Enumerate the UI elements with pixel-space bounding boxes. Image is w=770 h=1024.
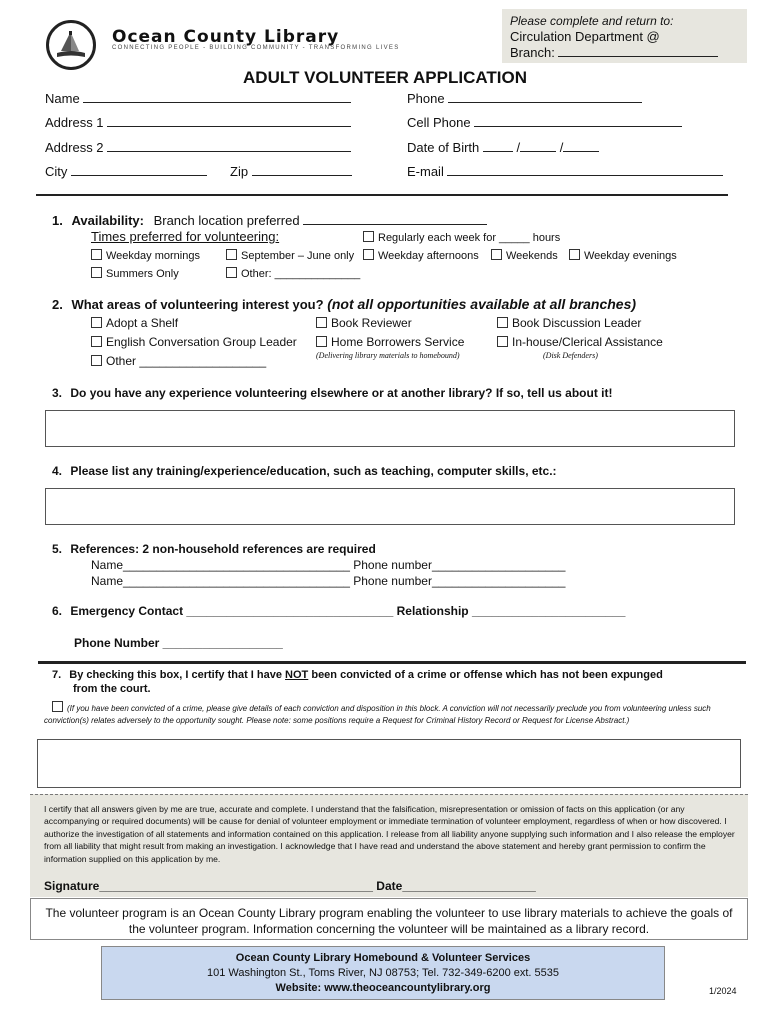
home-borrowers-label: Home Borrowers Service [331,335,465,349]
q1-row [52,212,487,228]
q7-label-c: from the court. [73,683,151,695]
checkbox-icon[interactable] [91,267,102,278]
english-conv-label: English Conversation Group Leader [106,335,297,349]
q4-number: 4. [52,464,63,478]
address1-label: Address 1 [45,115,104,130]
branch-preferred-line[interactable] [303,212,487,225]
q6-number: 6. [52,604,63,618]
email-label: E-mail [407,164,444,179]
other-time-label: Other: ______________ [241,268,361,280]
checkbox-icon[interactable] [91,355,102,366]
other-time-option[interactable] [226,267,360,280]
book-discussion-label: Book Discussion Leader [512,316,642,330]
adopt-option[interactable] [91,316,178,330]
reference-1-field[interactable]: Name__________________________________ Phone number____________________ [91,558,566,572]
experience-textbox[interactable] [45,410,735,447]
return-line-1: Please complete and return to: [510,14,674,28]
footer-website[interactable]: Website: www.theoceancountylibrary.org [275,982,491,994]
weekday-mornings-label: Weekday mornings [106,250,200,262]
footer-title: Ocean County Library Homebound & Volunteer Services [235,952,531,964]
q7-note-text: (If you have been convicted of a crime, please give details of each conviction and disposition in this block. A conviction will not necessarily preclude you from volunteering unless such conviction(s) relates adversely to the opportunity sought. Please note: some positions require a Request for Criminal History Record or Request for License Abstract.) [44,704,711,725]
weekends-option[interactable] [491,249,558,262]
summers-option[interactable] [91,267,179,280]
phone-label: Phone [407,91,445,106]
q3-row [52,386,613,400]
checkbox-icon[interactable] [491,249,502,260]
q5-label: References: 2 non-household references are required [70,542,376,556]
training-textbox[interactable] [45,488,735,525]
divider-q7 [38,661,746,664]
address2-label: Address 2 [45,140,104,155]
q4-row [52,464,557,478]
q2-label: What areas of volunteering interest you? [71,297,324,312]
checkbox-icon[interactable] [363,249,374,260]
checkbox-icon[interactable] [91,336,102,347]
org-tagline: CONNECTING PEOPLE - BUILDING COMMUNITY - TRANSFORMING LIVES [112,45,400,51]
lighthouse-icon [49,23,93,67]
checkbox-icon[interactable] [91,249,102,260]
q2-number: 2. [52,297,63,312]
weekday-afternoons-option[interactable] [363,249,479,262]
form-title: ADULT VOLUNTEER APPLICATION [243,68,527,87]
certify-text: I certify that all answers given by me are true, accurate and complete. I understand that the falsification, misrepresentation or omission of facts on this application (or any accompanying or required documents) will be cause for denial of volunteer employment or immediate termination of volunteer employment, regardless of when or how discovered. I authorize the investigation of all statements and information contained on this application. I release from all liability anyone supplying such information and I also release the employer from all liability that might result from making an investigation. I acknowledge that I have read and understand the above statement and hereby grant permission to confirm the information supplied on this application by me. [44,804,735,864]
inhouse-option[interactable] [497,335,663,349]
name-label: Name [45,91,80,106]
book-reviewer-label: Book Reviewer [331,316,412,330]
regularly-option[interactable] [363,231,560,244]
q7-note [44,701,734,727]
city-label: City [45,164,68,179]
branch-label: Branch: [510,45,555,60]
q7-row [52,668,732,696]
other-area-option[interactable] [91,354,266,368]
branch-line[interactable] [558,44,718,57]
certify-panel [30,794,748,897]
signature-field[interactable]: Signature_________________________________________ Date____________________ [44,879,536,893]
book-discussion-option[interactable] [497,316,641,330]
city-field[interactable] [45,163,207,179]
branch-field[interactable] [510,44,718,60]
q3-label: Do you have any experience volunteering elsewhere or at another library? If so, tell us about it! [70,386,613,400]
email-field[interactable] [407,163,723,179]
branch-preferred-label: Branch location preferred [153,213,300,228]
regularly-label: Regularly each week for _____ hours [378,232,561,244]
q7-label-b: been convicted of a crime or offense which has not been expunged [311,669,663,681]
q5-row [52,542,376,556]
home-borrowers-note: (Delivering library materials to homebound) [316,351,460,360]
footer-address: 101 Washington St., Toms River, NJ 08753; Tel. 732-349-6200 ext. 5535 [206,967,559,979]
zip-field[interactable] [230,163,352,179]
return-panel [502,9,747,63]
times-preferred: Times preferred for volunteering: [91,229,280,244]
name-field[interactable] [45,90,351,106]
checkbox-icon[interactable] [497,317,508,328]
weekends-label: Weekends [506,250,558,262]
q4-label: Please list any training/experience/education, such as teaching, computer skills, etc.: [70,464,557,478]
weekday-afternoons-label: Weekday afternoons [378,250,479,262]
other-area-label: Other ___________________ [106,354,267,368]
q1-label: Availability: [71,213,144,228]
inhouse-note: (Disk Defenders) [543,351,598,360]
address1-field[interactable] [45,114,351,130]
q6-row[interactable] [52,604,625,618]
checkbox-icon[interactable] [316,336,327,347]
home-borrowers-option[interactable] [316,335,464,349]
checkbox-icon[interactable] [497,336,508,347]
q5-number: 5. [52,542,63,556]
q2-row [52,296,636,312]
address2-field[interactable] [45,139,351,155]
phone-field[interactable] [407,90,642,106]
q7-number: 7. [52,669,62,681]
summers-label: Summers Only [106,268,179,280]
conviction-details-textbox[interactable] [37,739,741,788]
english-conv-option[interactable] [91,335,297,349]
book-reviewer-option[interactable] [316,316,412,330]
checkbox-icon[interactable] [363,231,374,242]
checkbox-icon[interactable] [226,249,237,260]
emergency-contact-field[interactable]: Emergency Contact _______________________________ Relationship _______________________ [70,604,626,618]
q2-note: (not all opportunities available at all branches) [327,296,637,312]
checkbox-icon[interactable] [316,317,327,328]
zip-label: Zip [230,164,249,179]
library-logo [46,20,96,70]
org-name: Ocean County Library [112,27,340,47]
dob-field[interactable]: Date of Birth / / [407,139,599,155]
weekday-mornings-option[interactable] [91,249,200,262]
return-line-2: Circulation Department @ [510,29,660,44]
inhouse-label: In-house/Clerical Assistance [512,335,663,349]
weekday-evenings-label: Weekday evenings [584,250,677,262]
q7-label-not: NOT [285,669,309,681]
certify-checkbox[interactable] [52,701,63,712]
checkbox-icon[interactable] [91,317,102,328]
cell-phone-label: Cell Phone [407,115,471,130]
dob-label: Date of Birth [407,140,480,155]
sept-june-label: September – June only [241,250,355,262]
cell-phone-field[interactable] [407,114,682,130]
q7-label-a: By checking this box, I certify that I have [69,669,282,681]
version-label: 1/2024 [709,986,737,996]
weekday-evenings-option[interactable] [569,249,677,262]
reference-2-field[interactable]: Name__________________________________ Phone number____________________ [91,574,566,588]
checkbox-icon[interactable] [226,267,237,278]
checkbox-icon[interactable] [569,249,580,260]
q1-number: 1. [52,213,63,228]
footer-panel [101,946,665,1000]
q3-number: 3. [52,386,63,400]
divider-top [36,194,728,196]
program-note: The volunteer program is an Ocean County Library program enabling the volunteer to use library materials to achieve the goals of the volunteer program. Information concerning the volunteer will be maintained as a library record. [30,898,748,940]
sept-june-option[interactable] [226,249,354,262]
adopt-label: Adopt a Shelf [106,316,179,330]
emergency-phone-field[interactable]: Phone Number __________________ [74,636,283,650]
